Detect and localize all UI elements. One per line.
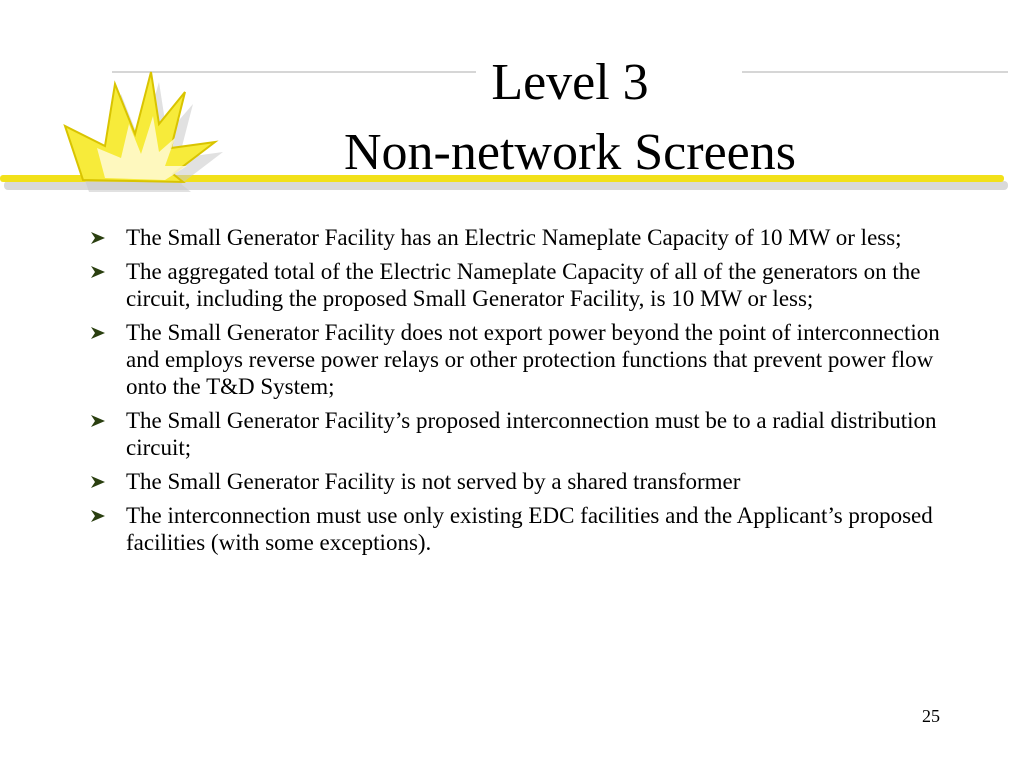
bullet-text: The Small Generator Facility is not served by a shared transformer — [126, 469, 741, 494]
arrowhead-bullet-icon — [90, 265, 106, 279]
list-item — [90, 224, 950, 251]
list-item — [90, 319, 950, 400]
title-line-2: Non-network Screens — [344, 124, 796, 181]
bullet-list — [90, 224, 950, 563]
bullet-text: The Small Generator Facility has an Electric Nameplate Capacity of 10 MW or less; — [126, 225, 902, 250]
arrowhead-bullet-icon — [90, 414, 106, 428]
list-item — [90, 407, 950, 461]
arrowhead-bullet-icon — [90, 509, 106, 523]
arrowhead-bullet-icon — [90, 326, 106, 340]
starburst-icon — [55, 68, 230, 198]
arrowhead-bullet-icon — [90, 231, 106, 245]
list-item — [90, 502, 950, 556]
bullet-text: The interconnection must use only existing EDC facilities and the Applicant’s proposed facilities (with some exceptions). — [126, 503, 933, 555]
slide-title — [230, 48, 910, 188]
title-line-1: Level 3 — [491, 54, 649, 111]
bullet-text: The Small Generator Facility’s proposed interconnection must be to a radial distribution circuit; — [126, 408, 937, 460]
list-item — [90, 258, 950, 312]
bullet-text: The Small Generator Facility does not export power beyond the point of interconnection and employs reverse power relays or other protection functions that prevent power flow onto the T&D System; — [126, 320, 940, 399]
list-item — [90, 468, 950, 495]
arrowhead-bullet-icon — [90, 475, 106, 489]
page-number: 25 — [922, 706, 940, 726]
bullet-text: The aggregated total of the Electric Nameplate Capacity of all of the generators on the circuit, including the proposed Small Generator Facility, is 10 MW or less; — [126, 259, 921, 311]
